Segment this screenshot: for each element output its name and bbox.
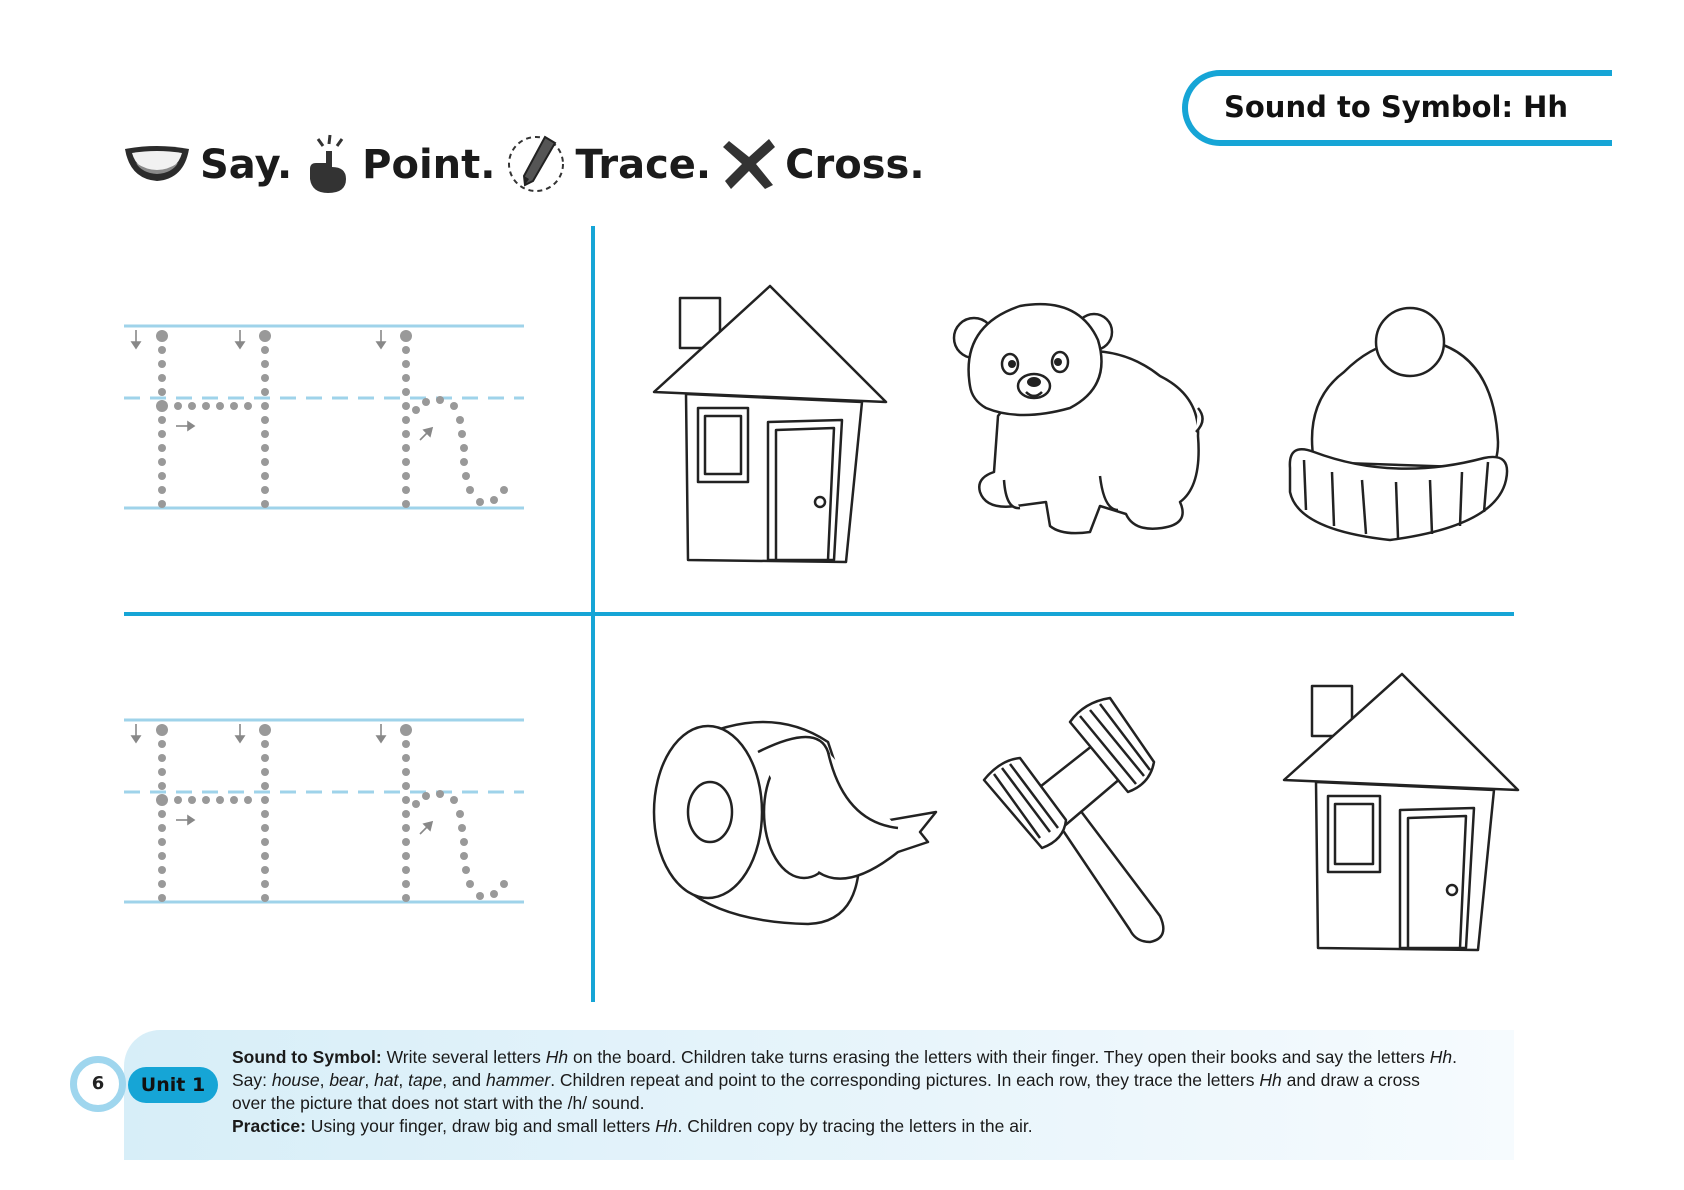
house-picture-2[interactable] <box>1278 670 1522 952</box>
notes-letters: Hh <box>655 1116 678 1136</box>
notes-word: house <box>271 1070 320 1090</box>
unit-label: Unit 1 <box>140 1074 206 1096</box>
cross-label: Cross. <box>785 142 925 188</box>
notes-letters: Hh <box>545 1047 569 1067</box>
title-tab <box>1182 70 1612 146</box>
point-label: Point. <box>362 142 496 188</box>
instructions-bar <box>122 132 935 198</box>
dotted-letter-h[interactable] <box>400 330 508 508</box>
dotted-letter-h[interactable] <box>400 724 508 902</box>
house-picture[interactable] <box>650 282 890 564</box>
notes-text: . Children copy by tracing the letters in the air. <box>677 1116 1033 1136</box>
notes-word: tape <box>408 1070 443 1090</box>
tape-picture[interactable] <box>648 712 940 932</box>
notes-heading-practice: Practice: <box>232 1116 306 1136</box>
notes-text: on the board. Children take turns erasing the letters with their finger. They open their books and say the letters <box>568 1047 1430 1067</box>
page-number-badge <box>70 1056 126 1112</box>
notes-text: , <box>319 1070 330 1090</box>
notes-text: Using your finger, draw big and small letters <box>305 1116 656 1136</box>
pencil-trace-icon <box>505 131 567 199</box>
say-label: Say. <box>200 142 293 188</box>
notes-text: and draw a cross <box>1281 1070 1420 1090</box>
hammer-picture[interactable] <box>980 680 1204 944</box>
tracing-guide-row-2[interactable] <box>124 712 532 908</box>
teacher-notes-text <box>232 1046 1522 1138</box>
notes-word: hat <box>374 1070 399 1090</box>
notes-text: . <box>1452 1047 1457 1067</box>
pointing-finger-icon <box>302 131 354 199</box>
mouth-icon <box>122 141 192 189</box>
notes-word: hammer <box>486 1070 551 1090</box>
notes-line-3: over the picture that does not start with the /h/ sound. <box>232 1093 645 1113</box>
dotted-letter-H[interactable] <box>156 724 271 902</box>
notes-text: . Children repeat and point to the corresponding pictures. In each row, they trace the letters <box>550 1070 1260 1090</box>
notes-text: , <box>364 1070 375 1090</box>
unit-badge <box>128 1067 218 1103</box>
notes-line-1 <box>232 1046 1522 1069</box>
stroke-direction-arrows <box>132 330 432 440</box>
notes-text: Write several letters <box>381 1047 546 1067</box>
cross-icon <box>721 135 777 195</box>
notes-word: bear <box>329 1070 365 1090</box>
bear-picture[interactable] <box>950 296 1208 546</box>
horizontal-divider <box>124 612 1514 616</box>
hat-picture[interactable] <box>1284 302 1512 542</box>
writing-lines <box>124 326 524 508</box>
page-title: Sound to Symbol: Hh <box>1224 90 1569 124</box>
notes-text: , <box>398 1070 409 1090</box>
notes-heading-sound-to-symbol: Sound to Symbol: <box>232 1047 382 1067</box>
tracing-guide-row-1[interactable] <box>124 318 532 514</box>
dotted-letter-H[interactable] <box>156 330 271 508</box>
page-number: 6 <box>91 1073 105 1094</box>
notes-text: , and <box>442 1070 486 1090</box>
writing-lines <box>124 720 524 902</box>
notes-text: Say: <box>232 1070 272 1090</box>
stroke-direction-arrows <box>132 724 432 834</box>
notes-letters: Hh <box>1429 1047 1453 1067</box>
notes-letters: Hh <box>1259 1070 1282 1090</box>
notes-line-4 <box>232 1115 1522 1138</box>
notes-line-2 <box>232 1069 1522 1092</box>
trace-label: Trace. <box>575 142 712 188</box>
